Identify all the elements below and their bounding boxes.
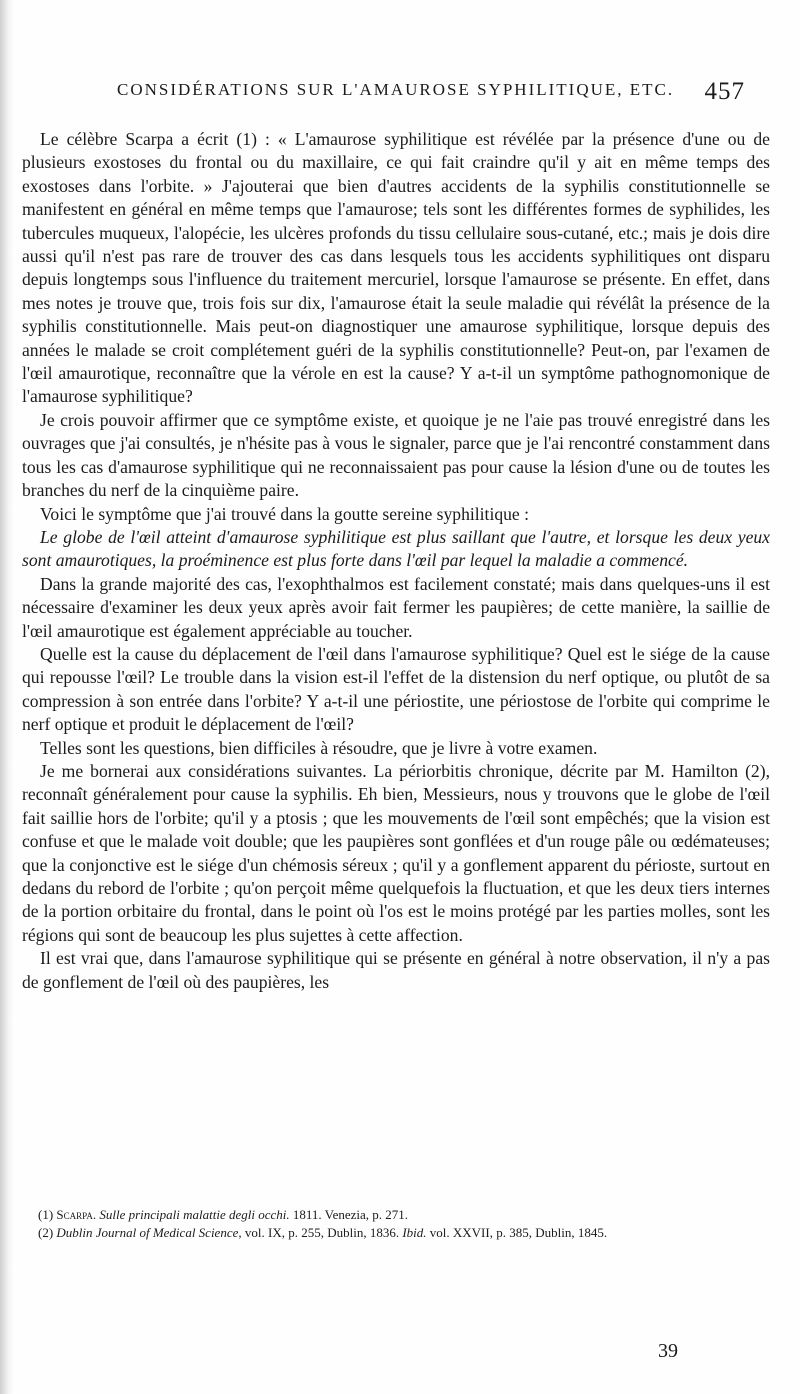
footnote-2-details-2: vol. XXVII, p. 385, Dublin, 1845. [429, 1224, 608, 1240]
signature-mark: 39 [658, 1340, 678, 1362]
footnote-2-ibid: Ibid. [402, 1224, 427, 1240]
footnote-1-details: 1811. Venezia, p. 271. [292, 1207, 409, 1222]
paragraph-9: Il est vrai que, dans l'amaurose syphilitique qui se présente en général à notre observation, il n'y a pas de gonflement de l'œil où des paupières, les [22, 948, 770, 992]
footnote-2-details: vol. IX, p. 255, Dublin, 1836. [244, 1224, 400, 1240]
footnote-2-number: (2) [38, 1224, 54, 1240]
running-head: CONSIDÉRATIONS SUR L'AMAUROSE SYPHILITIQUE, ETC. [117, 80, 675, 99]
page-binding-shadow [0, 0, 14, 1394]
footnotes [30, 1206, 770, 1241]
page-number: 457 [704, 78, 745, 105]
italic-symptom-text: Le globe de l'œil atteint d'amaurose syphilitique est plus saillant que l'autre, et lorsque les deux yeux sont amaurotiques, la proéminence est plus forte dans l'œil par lequel la maladie a commencé. [22, 526, 770, 571]
footnote-1-number: (1) [38, 1207, 54, 1222]
footnote-1 [30, 1206, 770, 1224]
body-text [22, 128, 770, 994]
paragraph-4-italic-symptom [22, 526, 770, 573]
paragraph-6: Quelle est la cause du déplacement de l'œil dans l'amaurose syphilitique? Quel est le siége de la cause qui repousse l'œil? Le trouble dans la vision est-il l'effet de la distension du nerf optique, ou plutôt de sa compression à son entrée dans l'orbite? Y a-t-il une périostite, une périostose de l'orbite qui comprime le nerf optique et produit le déplacement de l'œil? [22, 643, 770, 735]
footnote-1-author: Scarpa. [56, 1207, 97, 1222]
paragraph-5: Dans la grande majorité des cas, l'exophthalmos est facilement constaté; mais dans quelques-uns il est nécessaire d'examiner les deux yeux après avoir fait fermer les paupières; de cette manière, la saillie de l'œil amaurotique est également appréciable au toucher. [22, 573, 770, 641]
paragraph-1: Le célèbre Scarpa a écrit (1) : « L'amaurose syphilitique est révélée par la présence d'une ou de plusieurs exostoses du frontal ou du maxillaire, ce qui fait craindre qu'il y ait en même temps des exostoses dans l'orbite. » J'ajouterai que bien d'autres accidents de la syphilis constitutionnelle se manifestent en général en même temps que l'amaurose; tels sont les différentes formes de syphilides, les tubercules muqueux, l'alopécie, les ulcères profonds du tissu cellulaire sous-cutané, etc.; mais je dois dire aussi qu'il n'est pas rare de trouver des cas dans lesquels tous les accidents syphilitiques ont disparu depuis longtemps sous l'influence du traitement mercuriel, lorsque l'amaurose se présente. En effet, dans mes notes je trouve que, trois fois sur dix, l'amaurose était la seule maladie qui révélât la présence de la syphilis constitutionnelle. Mais peut-on diagnostiquer une amaurose syphilitique, lorsque depuis des années le malade se croit complétement guéri de la syphilis constitutionnelle? Peut-on, par l'examen de l'œil amaurotique, reconnaître que la vérole en est la cause? Y a-t-il un symptôme pathognomonique de l'amaurose syphilitique? [22, 129, 770, 407]
footnote-2 [30, 1224, 770, 1242]
paragraph-7: Telles sont les questions, bien difficiles à résoudre, que je livre à votre examen. [40, 737, 598, 758]
paragraph-2: Je crois pouvoir affirmer que ce symptôme existe, et quoique je ne l'aie pas trouvé enregistré dans les ouvrages que j'ai consultés, je n'hésite pas à vous le signaler, parce que je l'ai rencontré constamment dans tous les cas d'amaurose syphilitique qui ne reconnaissaient pas pour cause la lésion d'une ou de toutes les branches du nerf de la cinquième paire. [22, 409, 770, 501]
paragraph-3: Voici le symptôme que j'ai trouvé dans la goutte sereine syphilitique : [40, 503, 530, 524]
paragraph-8: Je me bornerai aux considérations suivantes. La périorbitis chronique, décrite par M. Hamilton (2), reconnaît généralement pour cause la syphilis. Eh bien, Messieurs, nous y trouvons que le globe de l'œil fait saillie hors de l'orbite; qu'il y a ptosis ; que les mouvements de l'œil sont empêchés; que la vision est confuse et que le malade voit double; que les paupières sont gonflées et d'un rouge pâle ou œdémateuses; que la conjonctive est le siége d'un chémosis séreux ; qu'il y a gonflement apparent du périoste, surtout en dedans du rebord de l'orbite ; qu'on perçoit même quelquefois la fluctuation, et que les deux tiers internes de la portion orbitaire du frontal, dans le point où l'os est le moins protégé par les parties molles, sont les régions qui sont de beaucoup les plus sujettes à cette affection. [22, 760, 770, 945]
footnote-2-title: Dublin Journal of Medical Science, [56, 1224, 242, 1240]
footnote-1-title: Sulle principali malattie degli occhi. [99, 1207, 290, 1222]
